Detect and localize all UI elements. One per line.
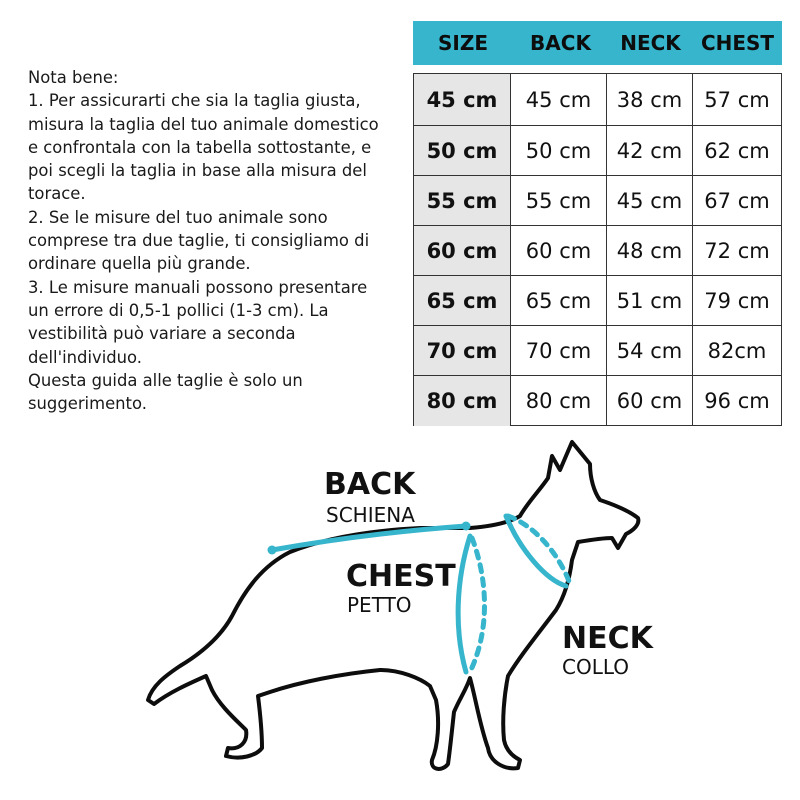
- note-line: 2. Se le misure del tuo animale sono: [28, 207, 328, 227]
- size-cell: 50 cm: [414, 126, 510, 175]
- back-measure-end: [462, 522, 471, 531]
- note-line: torace.: [28, 184, 86, 204]
- neck-cell: 48 cm: [606, 226, 692, 275]
- table-row: [414, 225, 781, 275]
- neck-measure-back: [508, 516, 570, 584]
- header-back: BACK: [530, 31, 591, 55]
- chest-sublabel: PETTO: [347, 593, 412, 617]
- note-line: 3. Le misure manuali possono presentare: [28, 277, 368, 297]
- table-row: [414, 375, 781, 426]
- table-body: [413, 73, 782, 426]
- size-cell: 60 cm: [414, 226, 510, 275]
- note-line: suggerimento.: [28, 394, 147, 414]
- note-line: 1. Per assicurarti che sia la taglia giusta,: [28, 91, 361, 111]
- neck-cell: 42 cm: [606, 126, 692, 175]
- table-row: [414, 125, 781, 175]
- chest-cell: 79 cm: [692, 276, 781, 325]
- size-notes: [28, 66, 400, 415]
- size-cell: 70 cm: [414, 326, 510, 375]
- dog-measurement-diagram: [0, 430, 800, 800]
- back-cell: 45 cm: [510, 74, 606, 125]
- chest-cell: 67 cm: [692, 176, 781, 225]
- note-line: un errore di 0,5-1 pollici (1-3 cm). La: [28, 300, 329, 320]
- neck-cell: 51 cm: [606, 276, 692, 325]
- table-row: [414, 74, 781, 125]
- chest-measure-back: [470, 538, 485, 672]
- chest-cell: 82cm: [692, 326, 781, 375]
- neck-label: NECK: [562, 621, 653, 656]
- chest-cell: 57 cm: [692, 74, 781, 125]
- back-label: BACK: [324, 467, 416, 502]
- back-cell: 55 cm: [510, 176, 606, 225]
- back-cell: 60 cm: [510, 226, 606, 275]
- chest-cell: 96 cm: [692, 376, 781, 426]
- note-line: Questa guida alle taglie è solo un: [28, 370, 303, 390]
- back-cell: 80 cm: [510, 376, 606, 426]
- back-cell: 65 cm: [510, 276, 606, 325]
- neck-cell: 54 cm: [606, 326, 692, 375]
- table-header: [413, 21, 782, 65]
- size-cell: 80 cm: [414, 376, 510, 426]
- table-row: [414, 275, 781, 325]
- note-line: vestibilità può variare a seconda: [28, 324, 296, 344]
- back-cell: 70 cm: [510, 326, 606, 375]
- back-sublabel: SCHIENA: [326, 503, 415, 527]
- header-size: SIZE: [437, 31, 488, 55]
- back-measure-line: [272, 526, 466, 550]
- note-line: misura la taglia del tuo animale domestico: [28, 114, 379, 134]
- table-row: [414, 325, 781, 375]
- neck-cell: 45 cm: [606, 176, 692, 225]
- note-line: comprese tra due taglie, ti consigliamo di: [28, 231, 370, 251]
- back-cell: 50 cm: [510, 126, 606, 175]
- chest-measure-front: [458, 536, 470, 672]
- neck-cell: 60 cm: [606, 376, 692, 426]
- size-table: [413, 21, 782, 426]
- note-line: poi scegli la taglia in base alla misura del: [28, 161, 367, 181]
- size-cell: 65 cm: [414, 276, 510, 325]
- chest-cell: 72 cm: [692, 226, 781, 275]
- note-line: e confrontala con la tabella sottostante, e: [28, 137, 372, 157]
- note-line: ordinare quella più grande.: [28, 254, 251, 274]
- size-cell: 45 cm: [414, 74, 510, 125]
- note-line: dell'individuo.: [28, 347, 142, 367]
- header-neck: NECK: [620, 31, 681, 55]
- neck-measure-front: [506, 516, 566, 586]
- size-cell: 55 cm: [414, 176, 510, 225]
- neck-cell: 38 cm: [606, 74, 692, 125]
- chest-cell: 62 cm: [692, 126, 781, 175]
- chest-label: CHEST: [346, 559, 456, 594]
- note-line: Nota bene:: [28, 68, 119, 87]
- neck-sublabel: COLLO: [562, 655, 630, 679]
- back-measure-end: [268, 546, 277, 555]
- header-chest: CHEST: [700, 31, 775, 55]
- table-row: [414, 175, 781, 225]
